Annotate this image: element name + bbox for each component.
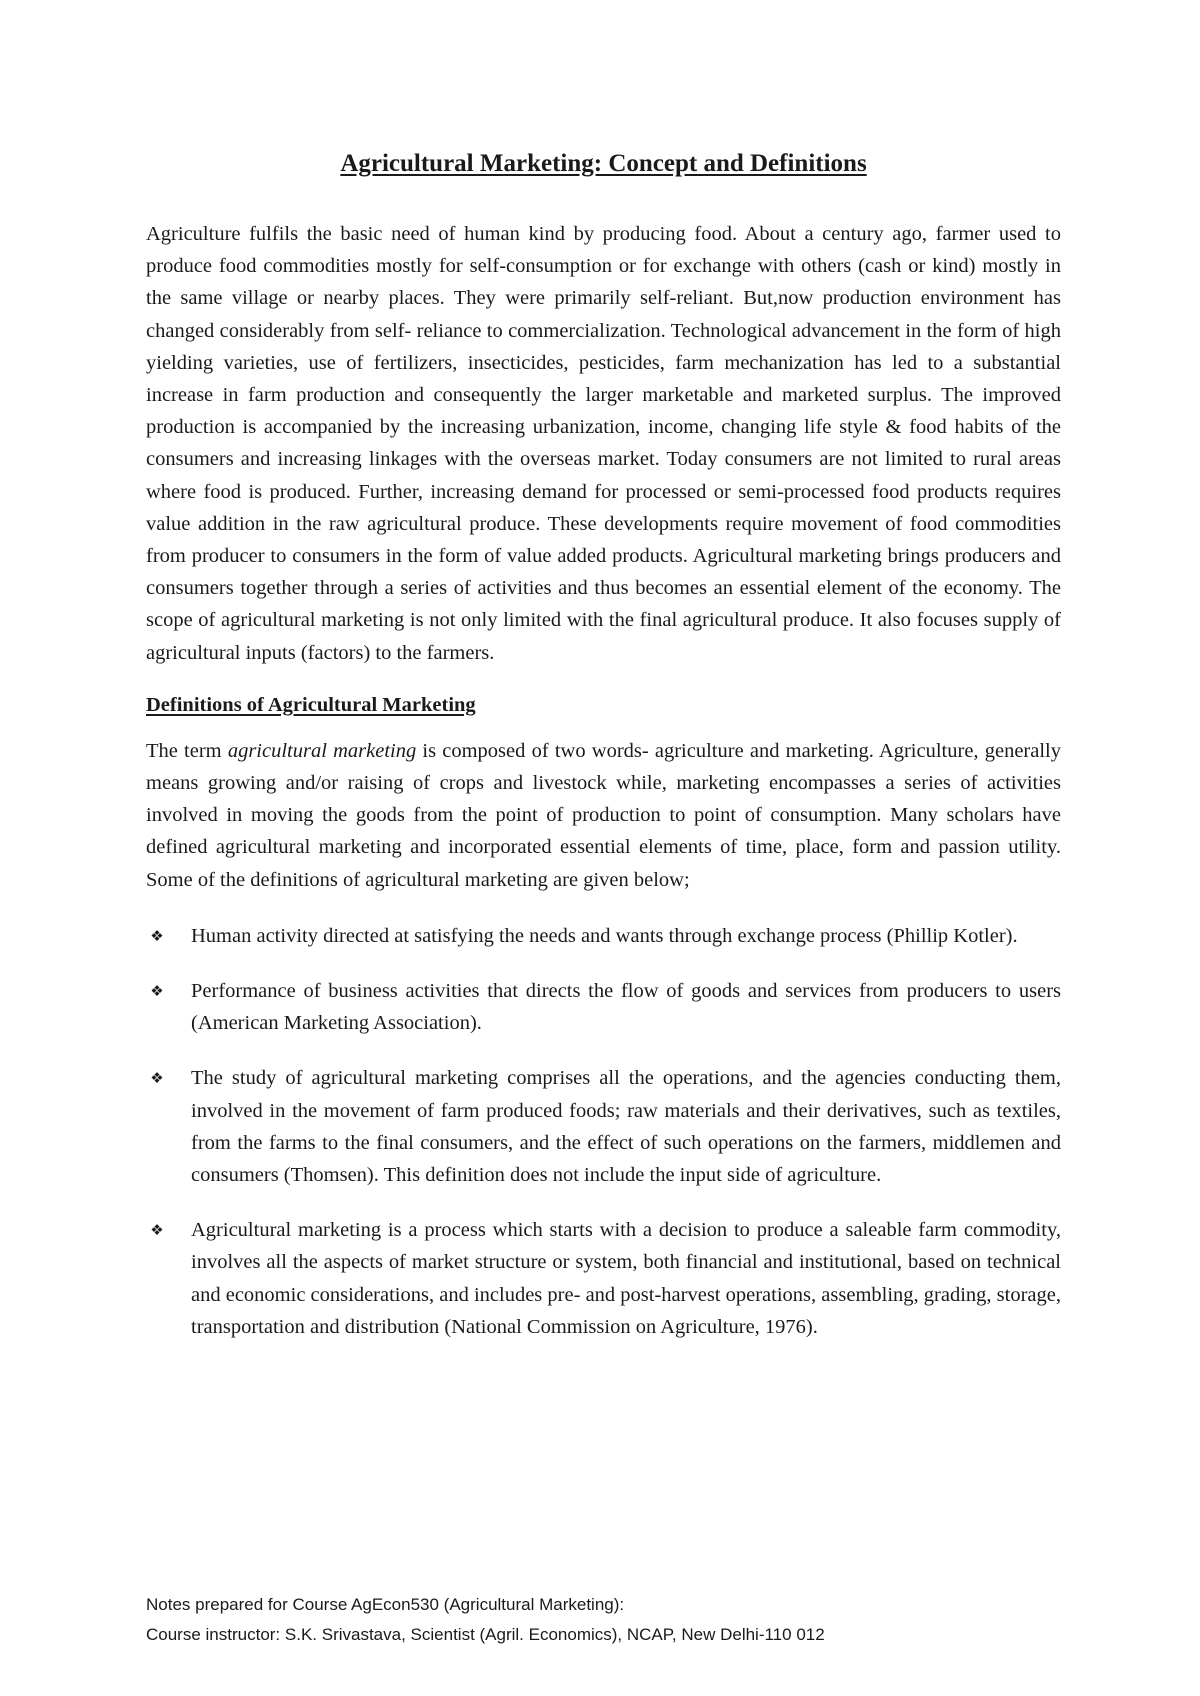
document-content bbox=[146, 146, 1061, 1366]
page-title: Agricultural Marketing: Concept and Definitions bbox=[340, 150, 867, 177]
definition-item bbox=[146, 920, 1061, 952]
definition-item bbox=[146, 975, 1061, 1039]
definition-text: The study of agricultural marketing comprises all the operations, and the agencies conducting them, involved in the movement of farm produced foods; raw materials and their derivatives, such as textiles, from the farms to the final consumers, and the effect of such operations on the farmers, middlemen and consumers (Thomsen). This definition does not include the input side of agriculture. bbox=[191, 1067, 1061, 1187]
intro-paragraph: Agriculture fulfils the basic need of human kind by producing food. About a century ago, farmer used to produce food commodities mostly for self-consumption or for exchange with others (cash or kind) mostly in the same village or nearby places. They were primarily self-reliant. But,now production environment has changed considerably from self- reliance to commercialization. Technological advancement in the form of high yielding varieties, use of fertilizers, insecticides, pesticides, farm mechanization has led to a substantial increase in farm production and consequently the larger marketable and marketed surplus. The improved production is accompanied by the increasing urbanization, income, changing life style & food habits of the consumers and increasing linkages with the overseas market. Today consumers are not limited to rural areas where food is produced. Further, increasing demand for processed or semi-processed food products requires value addition in the raw agricultural produce. These developments require movement of food commodities from producer to consumers in the form of value added products. Agricultural marketing brings producers and consumers together through a series of activities and thus becomes an essential element of the economy. The scope of agricultural marketing is not only limited with the final agricultural produce. It also focuses supply of agricultural inputs (factors) to the farmers. bbox=[146, 223, 1061, 664]
definition-text: Agricultural marketing is a process which starts with a decision to produce a saleable farm commodity, involves all the aspects of market structure or system, both financial and institutional, based on technical and economic considerations, and includes pre- and post-harvest operations, assembling, grading, storage, transportation and distribution (National Commission on Agriculture, 1976). bbox=[191, 1219, 1061, 1338]
italic-term: agricultural marketing bbox=[227, 739, 417, 762]
definition-text: Human activity directed at satisfying the needs and wants through exchange process (Phillip Kotler). bbox=[191, 924, 1018, 947]
four-diamond-bullet-icon: ❖ bbox=[150, 1069, 164, 1088]
section-heading-definitions: Definitions of Agricultural Marketing bbox=[146, 693, 476, 716]
definitions-intro-paragraph bbox=[146, 735, 1061, 896]
footer-instructor-note: Course instructor: S.K. Srivastava, Scientist (Agril. Economics), NCAP, New Delhi-110 012 bbox=[146, 1625, 825, 1644]
definition-text: Performance of business activities that directs the flow of goods and services from producers to users (American Marketing Association). bbox=[191, 980, 1061, 1035]
definitions-list bbox=[146, 920, 1061, 1343]
page-footer bbox=[146, 1590, 825, 1650]
definitions-intro-before-term: The term bbox=[146, 739, 228, 762]
four-diamond-bullet-icon: ❖ bbox=[150, 982, 164, 1001]
four-diamond-bullet-icon: ❖ bbox=[150, 926, 164, 945]
four-diamond-bullet-icon: ❖ bbox=[150, 1221, 164, 1240]
definition-item bbox=[146, 1062, 1061, 1191]
definition-item bbox=[146, 1214, 1061, 1343]
definitions-intro-after-term: is composed of two words- agriculture and marketing. Agriculture, generally means growing and/or raising of crops and livestock while, marketing encompasses a series of activities involved in moving the goods from the point of production to point of consumption. Many scholars have defined agricultural marketing and incorporated essential elements of time, place, form and passion utility. Some of the definitions of agricultural marketing are given below; bbox=[146, 739, 1061, 891]
footer-course-note: Notes prepared for Course AgEcon530 (Agricultural Marketing): bbox=[146, 1595, 625, 1614]
